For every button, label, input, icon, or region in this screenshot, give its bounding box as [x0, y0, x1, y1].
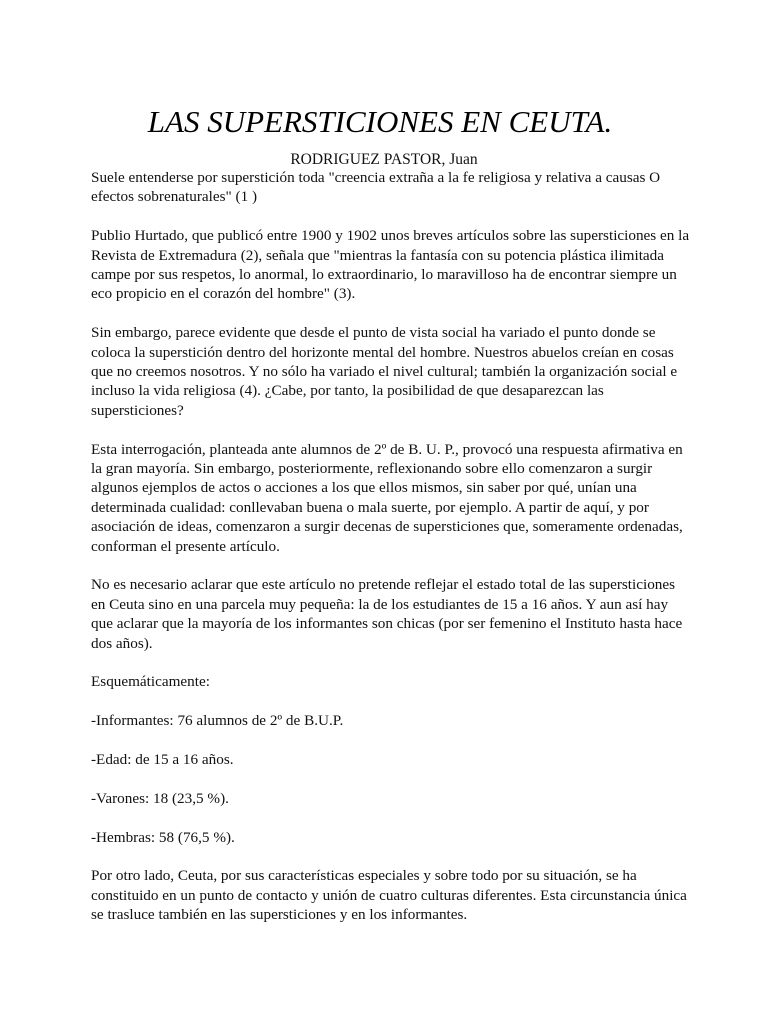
paragraph-schema-heading: Esquemáticamente:	[91, 673, 210, 691]
document-author: RODRIGUEZ PASTOR, Juan	[290, 151, 478, 168]
list-item-age: -Edad: de 15 a 16 años.	[91, 751, 234, 769]
paragraph-scope: No es necesario aclarar que este artículo no pretende reflejar el estado total de las supersticiones en Ceuta sino en una parcela muy pequeña: la de los estudiantes de 15 a 16 años. Y aun así hay que aclarar que la mayoría de los informantes son chicas (por ser femenino el Instituto hasta hace dos años).	[91, 576, 683, 652]
list-item-males: -Varones: 18 (23,5 %).	[91, 789, 229, 807]
document-title: LAS SUPERSTICIONES EN CEUTA.	[147, 104, 613, 139]
paragraph-interrogation: Esta interrogación, planteada ante alumnos de 2º de B. U. P., provocó una respuesta afirmativa en la gran mayoría. Sin embargo, posteriormente, reflexionando sobre ello comenzaron a surgir algunos ejemplos de actos o acciones a los que ellos mismos, sin saber por qué, unían una determinada cualidad: conllevaban buena o mala suerte, por ejemplo. A partir de aquí, y por asociación de ideas, comenzaron a surgir decenas de supersticiones que, someramente ordenadas, conforman el presente artículo.	[91, 440, 683, 555]
paragraph-publio-hurtado: Publio Hurtado, que publicó entre 1900 y 1902 unos breves artículos sobre las supersticiones en la Revista de Extremadura (2), señala que "mientras la fantasía con su potencia plástica ilimitada campe por sus respetos, lo anormal, lo extraordinario, lo maravilloso ha de encontrar siempre un eco propicio en el corazón del hombre" (3).	[91, 227, 690, 303]
paragraph-social-change: Sin embargo, parece evidente que desde el punto de vista social ha variado el punto donde se coloca la superstición dentro del horizonte mental del hombre. Nuestros abuelos creían en cosas que no creemos nosotros. Y no sólo ha variado el nivel cultural; también la organización social e incluso la vida religiosa (4). ¿Cabe, por tanto, la posibilidad de que desaparezcan las supersticiones?	[91, 324, 678, 419]
list-item-informants: -Informantes: 76 alumnos de 2º de B.U.P.	[91, 712, 344, 730]
document-body	[91, 168, 691, 944]
list-item-females: -Hembras: 58 (76,5 %).	[91, 828, 235, 846]
paragraph-ceuta-cultures: Por otro lado, Ceuta, por sus características especiales y sobre todo por su situación, se ha constituido en un punto de contacto y unión de cuatro culturas diferentes. Esta circunstancia única se trasluce también en las supersticiones y en los informantes.	[91, 867, 687, 924]
paragraph-definition: Suele entenderse por superstición toda "creencia extraña a la fe religiosa y relativa a causas O efectos sobrenaturales" (1 )	[91, 169, 661, 206]
